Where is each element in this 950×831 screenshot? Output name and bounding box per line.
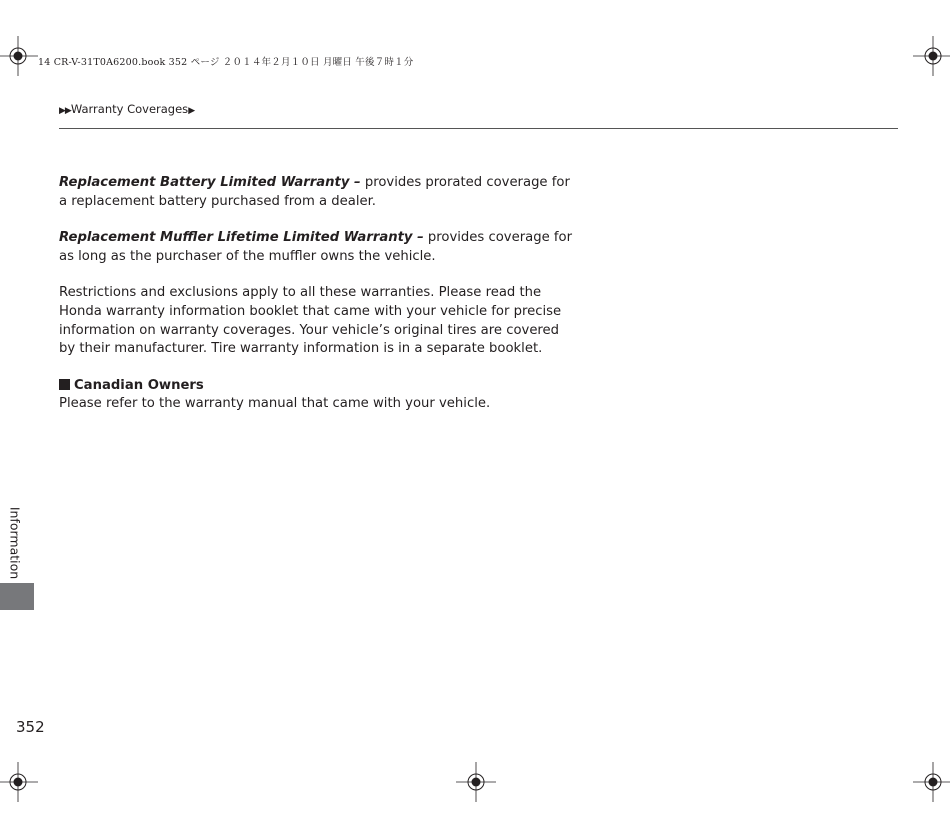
- content-column: [59, 174, 579, 414]
- section-heading: [59, 377, 579, 396]
- breadcrumb-arrows-icon: ▶▶: [59, 106, 71, 116]
- section-text: Please refer to the warranty manual that came with your vehicle.: [59, 396, 491, 412]
- registration-mark-top-right: [913, 36, 950, 76]
- registration-mark-bottom-left: [0, 762, 38, 802]
- crosshair-icon: [913, 36, 950, 76]
- warranty-paragraph-battery: [59, 174, 579, 211]
- section-heading-label: Canadian Owners: [74, 377, 204, 393]
- breadcrumb-label: Warranty Coverages: [70, 102, 189, 116]
- warranty-description: provides prorated coverage for a replacement battery purchased from a dealer.: [59, 175, 570, 209]
- restrictions-paragraph: Restrictions and exclusions apply to all these warranties. Please read the Honda warranty information booklet that came with your vehicle for precise information on warranty coverages. Your vehicle’s original tires are covered by their manufacturer. Tire warranty information is in a separate booklet.: [59, 285, 562, 357]
- warranty-paragraph-muffler: [59, 229, 579, 266]
- header-rule: [59, 128, 898, 129]
- crosshair-icon: [913, 762, 950, 802]
- warranty-description: provides coverage for as long as the purchaser of the muffler owns the vehicle.: [59, 230, 573, 264]
- warranty-term: Replacement Muffler Lifetime Limited Warranty –: [59, 230, 424, 246]
- registration-mark-bottom-center: [456, 762, 496, 802]
- side-tab-label: Information: [7, 506, 23, 580]
- side-tab: [0, 583, 34, 610]
- warranty-term: Replacement Battery Limited Warranty –: [59, 175, 361, 190]
- breadcrumb-arrow-icon: ▶: [188, 106, 195, 116]
- breadcrumb: [59, 102, 194, 116]
- print-info-line: 14 CR-V-31T0A6200.book 352 ページ ２０１４年２月１０日 月曜日 午後７時１分: [38, 57, 414, 68]
- black-square-icon: [59, 379, 70, 390]
- page-number: 352: [16, 718, 45, 736]
- crosshair-icon: [0, 36, 38, 76]
- registration-mark-bottom-right: [913, 762, 950, 802]
- crosshair-icon: [456, 762, 496, 802]
- registration-mark-top-left: [0, 36, 38, 76]
- crosshair-icon: [0, 762, 38, 802]
